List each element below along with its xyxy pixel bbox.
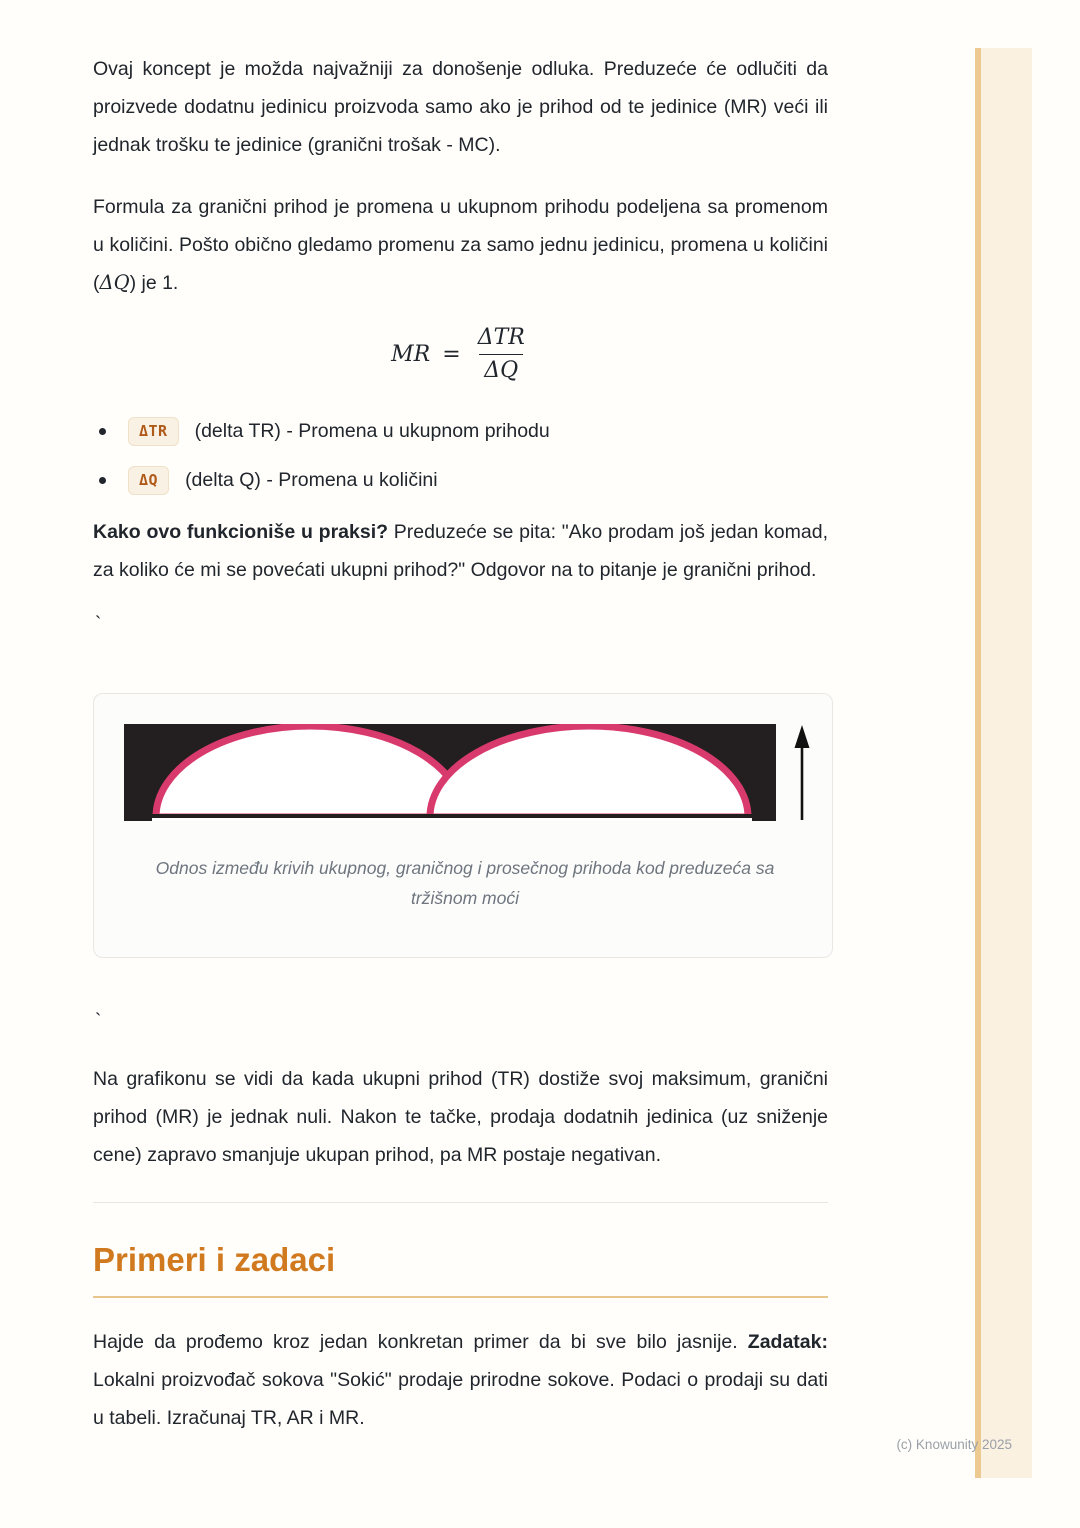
stray-backtick: ` bbox=[95, 614, 102, 636]
paragraph-example-intro: Hajde da prođemo kroz jedan konkretan primer da bi sve bilo jasnije. bbox=[93, 1331, 748, 1354]
formula-lhs: MR bbox=[391, 342, 431, 368]
figure-card bbox=[93, 693, 833, 958]
list-item bbox=[99, 464, 828, 496]
figure-caption: Odnos između krivih ukupnog, graničnog i prosečnog prihoda kod preduzeća sa tržišnom moći bbox=[155, 858, 775, 909]
formula-fraction bbox=[473, 326, 530, 383]
paragraph-practice bbox=[93, 513, 828, 589]
bullet-icon bbox=[99, 428, 106, 435]
paragraph-formula-intro-end: ) je 1. bbox=[129, 272, 179, 294]
task-label: Zadatak: bbox=[747, 1331, 828, 1354]
figure-image bbox=[124, 724, 806, 821]
stray-backtick: ` bbox=[95, 1011, 102, 1033]
section-heading: Primeri i zadaci bbox=[93, 1241, 828, 1298]
bullet-icon bbox=[99, 477, 106, 484]
copyright-watermark: (c) Knowunity 2025 bbox=[896, 1437, 1012, 1452]
paragraph-formula-intro-text: Formula za granični prihod je promena u ukupnom prihodu podeljena sa promenom u količini. Pošto obično gledamo promenu za samo jednu jedinicu, promena u količini ( bbox=[93, 196, 828, 294]
document-content bbox=[93, 50, 828, 1461]
code-badge-delta-q: ΔQ bbox=[128, 466, 169, 495]
code-badge-delta-tr: ΔTR bbox=[128, 417, 179, 446]
term-list bbox=[99, 415, 828, 496]
revenue-curves-image bbox=[124, 724, 776, 821]
mr-formula bbox=[93, 326, 828, 383]
paragraph-practice-lead: Kako ovo funkcioniše u praksi? bbox=[93, 521, 389, 544]
section-divider bbox=[93, 1202, 828, 1203]
paragraph-example-task bbox=[93, 1323, 828, 1437]
decorative-side-stripe bbox=[975, 48, 1032, 1478]
paragraph-formula-intro bbox=[93, 188, 828, 302]
paragraph-intro: Ovaj koncept je možda najvažniji za donošenje odluka. Preduzeće će odlučiti da proizvede dodatnu jedinicu proizvoda samo ako je prihod od te jedinice (MR) veći ili jednak trošku te jedinice (granični trošak - MC). bbox=[93, 58, 828, 156]
paragraph-graph-explanation: Na grafikonu se vidi da kada ukupni prihod (TR) dostiže svoj maksimum, granični prihod (MR) je jednak nuli. Nakon te tačke, prodaja dodatnih jedinica (uz sniženje cene) zapravo smanjuje ukupan prihod, pa MR postaje negativan. bbox=[93, 1068, 828, 1167]
paragraph-example-rest: Lokalni proizvođač sokova "Sokić" prodaje prirodne sokove. Podaci o prodaji su dati u tabeli. Izračunaj TR, AR i MR. bbox=[93, 1369, 828, 1430]
formula-numerator: ΔTR bbox=[477, 325, 525, 350]
list-item bbox=[99, 415, 828, 447]
list-item-text: (delta Q) - Promena u količini bbox=[185, 468, 438, 491]
up-arrow-icon bbox=[790, 724, 814, 821]
formula-denominator: ΔQ bbox=[479, 354, 523, 383]
paragraph-practice-rest: Preduzeće se pita: "Ako prodam još jedan komad, za koliko će mi se povećati ukupni prihod?" Odgovor na to pitanje je granični prihod. bbox=[93, 521, 829, 582]
list-item-text: (delta TR) - Promena u ukupnom prihodu bbox=[194, 419, 550, 442]
inline-math-delta-q: ΔQ bbox=[99, 271, 130, 294]
formula-equals: = bbox=[442, 342, 461, 368]
